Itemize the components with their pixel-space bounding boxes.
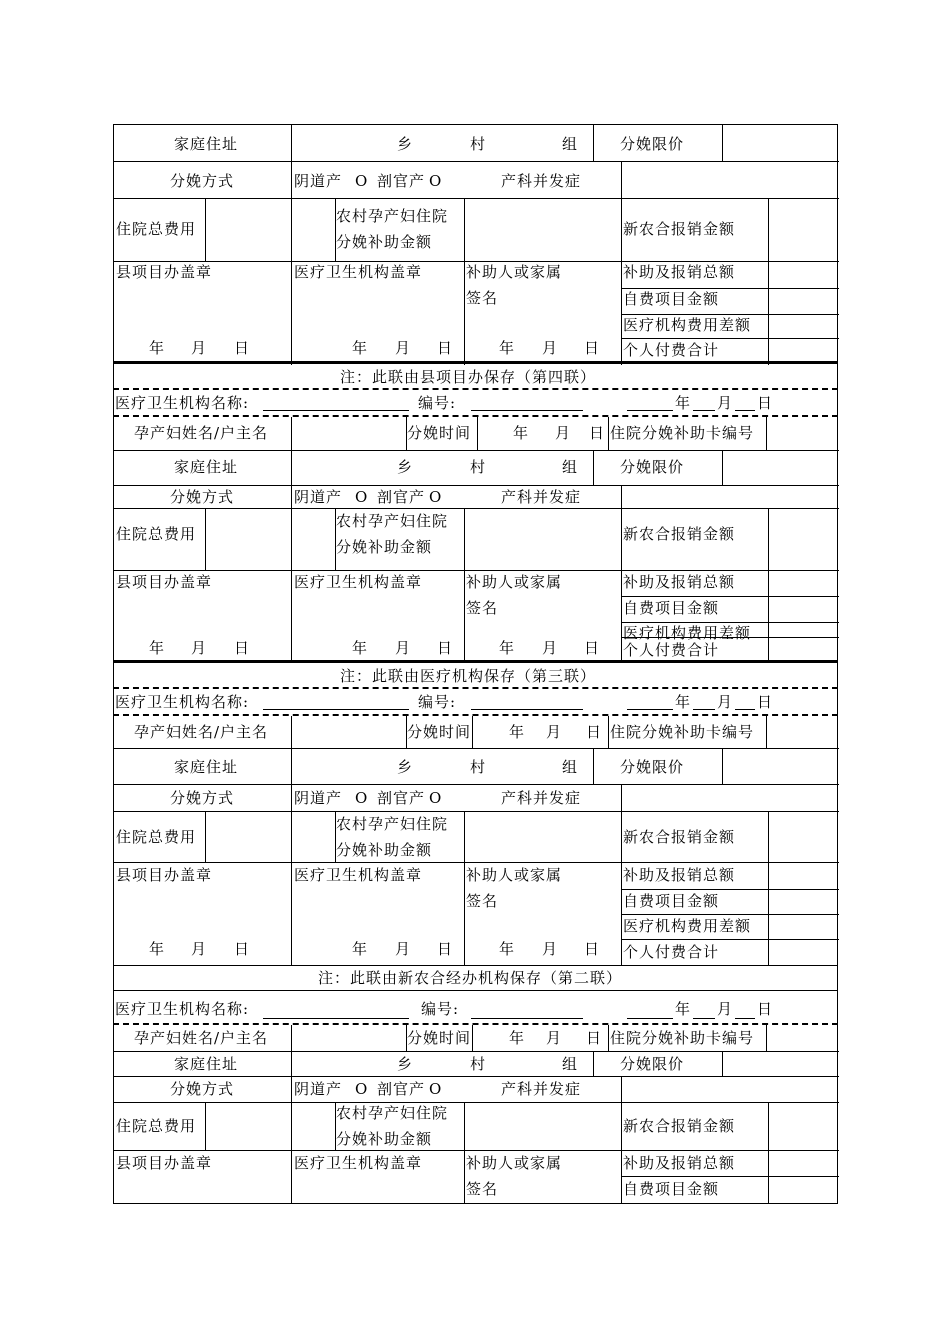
cesarean-radio[interactable]: O bbox=[429, 1080, 443, 1098]
cesarean-radio[interactable]: O bbox=[429, 488, 443, 506]
info-month-field[interactable] bbox=[693, 709, 715, 710]
time-day: 日 bbox=[589, 424, 606, 442]
date-day: 日 bbox=[234, 639, 251, 657]
time-year: 年 bbox=[509, 723, 526, 741]
institution-name-field[interactable] bbox=[263, 1018, 409, 1019]
info-month-label: 月 bbox=[717, 693, 734, 711]
date-day: 日 bbox=[584, 339, 601, 357]
institution-info-row bbox=[113, 390, 838, 417]
village-label: 村 bbox=[470, 458, 487, 476]
vaginal-label: 阴道产 bbox=[294, 1080, 343, 1098]
date-day: 日 bbox=[234, 339, 251, 357]
info-month-field[interactable] bbox=[693, 1018, 715, 1019]
date-year: 年 bbox=[352, 339, 369, 357]
group-label: 组 bbox=[562, 458, 579, 476]
signer-label-line1: 补助人或家属 bbox=[466, 573, 563, 591]
delivery-time-label: 分娩时间 bbox=[407, 723, 472, 741]
county-seal-label: 县项目办盖章 bbox=[116, 573, 213, 591]
institution-name-label: 医疗卫生机构名称: bbox=[115, 394, 250, 412]
note-row bbox=[113, 364, 838, 390]
info-day-label: 日 bbox=[757, 394, 774, 412]
note-text: 注：此联由医疗机构保存（第三联） bbox=[340, 667, 597, 685]
delivery-method-label: 分娩方式 bbox=[170, 1080, 235, 1098]
info-year-label: 年 bbox=[675, 394, 692, 412]
subsidy-label-line1: 农村孕产妇住院 bbox=[336, 207, 449, 225]
date-day: 日 bbox=[584, 639, 601, 657]
number-field[interactable] bbox=[471, 709, 583, 710]
delivery-limit-label: 分娩限价 bbox=[620, 758, 685, 776]
info-year-field[interactable] bbox=[627, 1018, 673, 1019]
date-month: 月 bbox=[191, 339, 208, 357]
date-month: 月 bbox=[542, 339, 559, 357]
ncms-amount-label: 新农合报销金额 bbox=[623, 220, 736, 238]
info-year-label: 年 bbox=[675, 1000, 692, 1018]
village-label: 村 bbox=[470, 135, 487, 153]
date-year: 年 bbox=[149, 940, 166, 958]
total-cost-label: 住院总费用 bbox=[116, 220, 197, 238]
info-day-field[interactable] bbox=[735, 1018, 755, 1019]
date-day: 日 bbox=[234, 940, 251, 958]
note-text: 注：此联由县项目办保存（第四联） bbox=[340, 368, 597, 386]
date-month: 月 bbox=[395, 639, 412, 657]
personal-total-label: 个人付费合计 bbox=[623, 943, 720, 961]
signer-label-line2: 签名 bbox=[466, 599, 499, 617]
ncms-amount-label: 新农合报销金额 bbox=[623, 525, 736, 543]
self-pay-label: 自费项目金额 bbox=[623, 599, 720, 617]
county-seal-label: 县项目办盖章 bbox=[116, 263, 213, 281]
self-pay-label: 自费项目金额 bbox=[623, 290, 720, 308]
signer-label-line1: 补助人或家属 bbox=[466, 263, 563, 281]
time-day: 日 bbox=[586, 723, 603, 741]
date-day: 日 bbox=[437, 639, 454, 657]
number-label: 编号: bbox=[418, 394, 457, 412]
subsidy-total-label: 补助及报销总额 bbox=[623, 866, 736, 884]
number-label: 编号: bbox=[421, 1000, 460, 1018]
complication-label: 产科并发症 bbox=[501, 488, 582, 506]
date-year: 年 bbox=[352, 639, 369, 657]
date-year: 年 bbox=[499, 940, 516, 958]
form-block-1 bbox=[113, 1025, 838, 1204]
cesarean-label: 剖官产 bbox=[377, 172, 426, 190]
date-year: 年 bbox=[149, 339, 166, 357]
township-label: 乡 bbox=[397, 458, 414, 476]
signer-label-line2: 签名 bbox=[466, 289, 499, 307]
township-label: 乡 bbox=[397, 758, 414, 776]
info-day-field[interactable] bbox=[735, 709, 755, 710]
subsidy-label-line2: 分娩补助金额 bbox=[336, 1130, 433, 1148]
cesarean-label: 剖官产 bbox=[377, 1080, 426, 1098]
date-month: 月 bbox=[542, 639, 559, 657]
home-address-label: 家庭住址 bbox=[174, 458, 239, 476]
vaginal-label: 阴道产 bbox=[294, 488, 343, 506]
personal-total-label: 个人付费合计 bbox=[623, 641, 720, 659]
subsidy-total-label: 补助及报销总额 bbox=[623, 573, 736, 591]
personal-total-label: 个人付费合计 bbox=[623, 341, 720, 359]
date-month: 月 bbox=[191, 639, 208, 657]
date-year: 年 bbox=[149, 639, 166, 657]
institution-info-row bbox=[113, 991, 838, 1025]
date-month: 月 bbox=[395, 339, 412, 357]
home-address-label: 家庭住址 bbox=[174, 1055, 239, 1073]
subsidy-form-sheet bbox=[113, 124, 838, 1204]
info-year-field[interactable] bbox=[627, 709, 673, 710]
cesarean-radio[interactable]: O bbox=[429, 172, 443, 190]
date-month: 月 bbox=[542, 940, 559, 958]
institution-name-field[interactable] bbox=[263, 410, 409, 411]
group-label: 组 bbox=[562, 135, 579, 153]
cesarean-radio[interactable]: O bbox=[429, 789, 443, 807]
institution-info-row bbox=[113, 689, 838, 716]
subsidy-total-label: 补助及报销总额 bbox=[623, 263, 736, 281]
time-day: 日 bbox=[586, 1029, 603, 1047]
delivery-limit-label: 分娩限价 bbox=[620, 458, 685, 476]
village-label: 村 bbox=[470, 1055, 487, 1073]
hospital-seal-label: 医疗卫生机构盖章 bbox=[294, 1154, 423, 1172]
hospital-diff-label: 医疗机构费用差额 bbox=[623, 316, 752, 334]
vaginal-radio[interactable]: O bbox=[355, 488, 369, 506]
note-row bbox=[113, 966, 838, 991]
institution-name-label: 医疗卫生机构名称: bbox=[115, 693, 250, 711]
time-year: 年 bbox=[509, 1029, 526, 1047]
signer-label-line1: 补助人或家属 bbox=[466, 866, 563, 884]
card-number-label: 住院分娩补助卡编号 bbox=[610, 424, 755, 442]
subsidy-label-line2: 分娩补助金额 bbox=[336, 538, 433, 556]
delivery-limit-label: 分娩限价 bbox=[620, 1055, 685, 1073]
delivery-limit-label: 分娩限价 bbox=[620, 135, 685, 153]
total-cost-label: 住院总费用 bbox=[116, 1117, 197, 1135]
ncms-amount-label: 新农合报销金额 bbox=[623, 828, 736, 846]
note-text: 注：此联由新农合经办机构保存（第二联） bbox=[318, 969, 623, 987]
cesarean-label: 剖官产 bbox=[377, 488, 426, 506]
self-pay-label: 自费项目金额 bbox=[623, 892, 720, 910]
total-cost-label: 住院总费用 bbox=[116, 525, 197, 543]
number-field[interactable] bbox=[471, 410, 583, 411]
subsidy-label-line1: 农村孕产妇住院 bbox=[336, 815, 449, 833]
delivery-method-label: 分娩方式 bbox=[170, 172, 235, 190]
vaginal-label: 阴道产 bbox=[294, 789, 343, 807]
delivery-method-label: 分娩方式 bbox=[170, 789, 235, 807]
group-label: 组 bbox=[562, 1055, 579, 1073]
hospital-diff-label: 医疗机构费用差额 bbox=[623, 917, 752, 935]
info-month-field[interactable] bbox=[693, 410, 715, 411]
vaginal-radio[interactable]: O bbox=[355, 172, 369, 190]
patient-name-label: 孕产妇姓名/户主名 bbox=[134, 424, 269, 442]
home-address-label: 家庭住址 bbox=[174, 135, 239, 153]
hospital-diff-label: 医疗机构费用差额 bbox=[623, 624, 752, 642]
vaginal-radio[interactable]: O bbox=[355, 1080, 369, 1098]
signer-label-line1: 补助人或家属 bbox=[466, 1154, 563, 1172]
group-label: 组 bbox=[562, 758, 579, 776]
info-year-field[interactable] bbox=[627, 410, 673, 411]
ncms-amount-label: 新农合报销金额 bbox=[623, 1117, 736, 1135]
date-month: 月 bbox=[395, 940, 412, 958]
total-cost-label: 住院总费用 bbox=[116, 828, 197, 846]
subsidy-label-line1: 农村孕产妇住院 bbox=[336, 512, 449, 530]
date-year: 年 bbox=[352, 940, 369, 958]
number-label: 编号: bbox=[418, 693, 457, 711]
note-row bbox=[113, 663, 838, 689]
date-year: 年 bbox=[499, 639, 516, 657]
vaginal-radio[interactable]: O bbox=[355, 789, 369, 807]
form-block-2 bbox=[113, 716, 838, 966]
patient-name-label: 孕产妇姓名/户主名 bbox=[134, 1029, 269, 1047]
delivery-time-label: 分娩时间 bbox=[407, 424, 472, 442]
date-year: 年 bbox=[499, 339, 516, 357]
info-day-field[interactable] bbox=[735, 410, 755, 411]
date-day: 日 bbox=[584, 940, 601, 958]
institution-name-label: 医疗卫生机构名称: bbox=[115, 1000, 250, 1018]
info-month-label: 月 bbox=[717, 1000, 734, 1018]
card-number-label: 住院分娩补助卡编号 bbox=[610, 723, 755, 741]
delivery-time-label: 分娩时间 bbox=[407, 1029, 472, 1047]
home-address-label: 家庭住址 bbox=[174, 758, 239, 776]
info-year-label: 年 bbox=[675, 693, 692, 711]
township-label: 乡 bbox=[397, 135, 414, 153]
number-field[interactable] bbox=[471, 1018, 583, 1019]
village-label: 村 bbox=[470, 758, 487, 776]
complication-label: 产科并发症 bbox=[501, 172, 582, 190]
signer-label-line2: 签名 bbox=[466, 1180, 499, 1198]
info-day-label: 日 bbox=[757, 693, 774, 711]
time-month: 月 bbox=[546, 1029, 563, 1047]
self-pay-label: 自费项目金额 bbox=[623, 1180, 720, 1198]
signer-label-line2: 签名 bbox=[466, 892, 499, 910]
date-month: 月 bbox=[191, 940, 208, 958]
info-day-label: 日 bbox=[757, 1000, 774, 1018]
subsidy-total-label: 补助及报销总额 bbox=[623, 1154, 736, 1172]
complication-label: 产科并发症 bbox=[501, 789, 582, 807]
complication-label: 产科并发症 bbox=[501, 1080, 582, 1098]
institution-name-field[interactable] bbox=[263, 709, 409, 710]
date-day: 日 bbox=[437, 339, 454, 357]
vaginal-label: 阴道产 bbox=[294, 172, 343, 190]
date-day: 日 bbox=[437, 940, 454, 958]
subsidy-label-line2: 分娩补助金额 bbox=[336, 233, 433, 251]
form-block-3 bbox=[113, 417, 838, 663]
hospital-seal-label: 医疗卫生机构盖章 bbox=[294, 573, 423, 591]
info-month-label: 月 bbox=[717, 394, 734, 412]
delivery-method-label: 分娩方式 bbox=[170, 488, 235, 506]
township-label: 乡 bbox=[397, 1055, 414, 1073]
county-seal-label: 县项目办盖章 bbox=[116, 1154, 213, 1172]
time-month: 月 bbox=[546, 723, 563, 741]
subsidy-label-line1: 农村孕产妇住院 bbox=[336, 1104, 449, 1122]
county-seal-label: 县项目办盖章 bbox=[116, 866, 213, 884]
time-month: 月 bbox=[555, 424, 572, 442]
form-block-4 bbox=[113, 124, 838, 364]
hospital-seal-label: 医疗卫生机构盖章 bbox=[294, 866, 423, 884]
hospital-seal-label: 医疗卫生机构盖章 bbox=[294, 263, 423, 281]
card-number-label: 住院分娩补助卡编号 bbox=[610, 1029, 755, 1047]
cesarean-label: 剖官产 bbox=[377, 789, 426, 807]
patient-name-label: 孕产妇姓名/户主名 bbox=[134, 723, 269, 741]
subsidy-label-line2: 分娩补助金额 bbox=[336, 841, 433, 859]
time-year: 年 bbox=[513, 424, 530, 442]
